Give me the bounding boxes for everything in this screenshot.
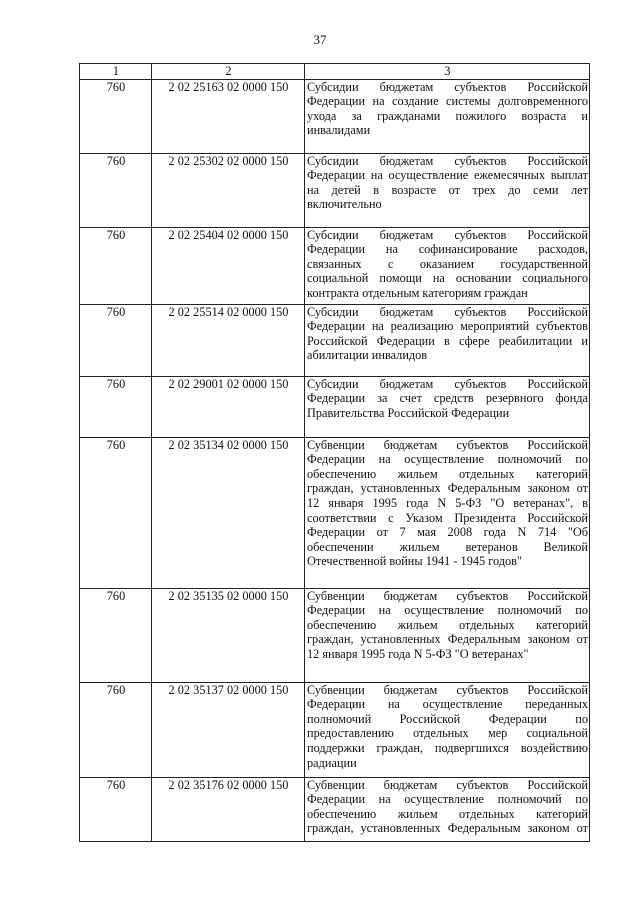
- description-line: полномочий Российской Федерации по: [307, 711, 588, 726]
- description-line: 12 января 1995 года N 5-ФЗ "О ветеранах", в: [307, 495, 588, 510]
- revenue-code-cell: 2 02 29001 02 0000 150: [152, 376, 305, 437]
- description-line: Федерации на осуществление полномочий по: [307, 452, 588, 467]
- description-line: Федерации на осуществление полномочий по: [307, 603, 588, 618]
- description-line: Отечественной войны 1941 - 1945 годов": [307, 554, 522, 569]
- budget-revenue-table: [79, 63, 590, 842]
- description-line: Федерации на софинансирование расходов,: [307, 242, 588, 257]
- description-line: Федерации от 7 мая 2008 года N 714 "Об: [307, 525, 588, 540]
- description-line: обеспечению жильем отдельных категорий: [307, 466, 588, 481]
- page-number: 37: [313, 32, 327, 47]
- description-cell: [305, 304, 590, 376]
- description-line: обеспечению жильем отдельных категорий: [307, 617, 588, 632]
- description-line: соответствии с Указом Президента Российской: [307, 510, 588, 525]
- table-row: [80, 588, 590, 682]
- admin-code-cell: 760: [80, 227, 152, 304]
- revenue-code-cell: 2 02 35176 02 0000 150: [152, 777, 305, 841]
- table-row: [80, 153, 590, 227]
- description-line: предоставлению отдельных мер социальной: [307, 726, 588, 741]
- revenue-code-cell: 2 02 25514 02 0000 150: [152, 304, 305, 376]
- description-line: Субсидии бюджетам субъектов Российской: [307, 227, 588, 242]
- description-line: поддержки граждан, подвергшихся воздействию: [307, 740, 588, 755]
- revenue-code-cell: 2 02 25163 02 0000 150: [152, 79, 305, 153]
- description-line: Субвенции бюджетам субъектов Российской: [307, 777, 588, 792]
- description-line: контракта отдельным категориям граждан: [307, 285, 528, 300]
- description-line: Российской Федерации в сфере реабилитации и: [307, 333, 588, 348]
- description-line: Субвенции бюджетам субъектов Российской: [307, 682, 588, 697]
- table-row: [80, 79, 590, 153]
- admin-code-cell: 760: [80, 153, 152, 227]
- table-header-row: [80, 64, 590, 80]
- admin-code-cell: 760: [80, 588, 152, 682]
- description-line: инвалидами: [307, 123, 371, 138]
- description-line: Федерации на реализацию мероприятий субъектов: [307, 319, 588, 334]
- description-line: радиации: [307, 755, 357, 770]
- table-row: [80, 227, 590, 304]
- description-line: связанных с оказанием государственной: [307, 256, 588, 271]
- description-line: Федерации на осуществление полномочий по: [307, 792, 588, 807]
- revenue-code-cell: 2 02 35134 02 0000 150: [152, 437, 305, 588]
- description-line: Субсидии бюджетам субъектов Российской: [307, 304, 588, 319]
- admin-code-cell: 760: [80, 777, 152, 841]
- description-line: Федерации на осуществление ежемесячных выплат: [307, 168, 588, 183]
- description-cell: [305, 376, 590, 437]
- admin-code-cell: 760: [80, 376, 152, 437]
- description-line: обеспечению жильем отдельных категорий: [307, 806, 588, 821]
- description-line: обеспечении жильем ветеранов Великой: [307, 539, 588, 554]
- description-cell: [305, 682, 590, 777]
- header-col-2: 2: [152, 64, 305, 80]
- description-cell: [305, 79, 590, 153]
- description-line: Федерации на осуществление переданных: [307, 697, 588, 712]
- description-cell: [305, 437, 590, 588]
- header-col-3: 3: [305, 64, 590, 80]
- description-line: Субвенции бюджетам субъектов Российской: [307, 588, 588, 603]
- table-row: [80, 304, 590, 376]
- description-line: включительно: [307, 197, 382, 212]
- revenue-code-cell: 2 02 25302 02 0000 150: [152, 153, 305, 227]
- description-line: граждан, установленных Федеральным законом от: [307, 821, 588, 836]
- admin-code-cell: 760: [80, 304, 152, 376]
- table-row: [80, 437, 590, 588]
- description-cell: [305, 153, 590, 227]
- revenue-code-cell: 2 02 25404 02 0000 150: [152, 227, 305, 304]
- description-line: 12 января 1995 года N 5-ФЗ "О ветеранах": [307, 646, 529, 661]
- description-line: граждан, установленных Федеральным законом от: [307, 481, 588, 496]
- description-line: на детей в возрасте от трех до семи лет: [307, 182, 588, 197]
- table-row: [80, 376, 590, 437]
- description-line: Субсидии бюджетам субъектов Российской: [307, 79, 588, 94]
- description-line: абилитации инвалидов: [307, 348, 428, 363]
- description-line: Субсидии бюджетам субъектов Российской: [307, 376, 588, 391]
- table-row: [80, 682, 590, 777]
- description-cell: [305, 588, 590, 682]
- admin-code-cell: 760: [80, 79, 152, 153]
- description-line: граждан, установленных Федеральным законом от: [307, 632, 588, 647]
- table-row: [80, 777, 590, 841]
- description-line: Правительства Российской Федерации: [307, 405, 510, 420]
- description-line: Субвенции бюджетам субъектов Российской: [307, 437, 588, 452]
- description-line: Федерации на создание системы долговременного: [307, 94, 588, 109]
- table-body: [80, 79, 590, 841]
- description-cell: [305, 227, 590, 304]
- description-line: ухода за гражданами пожилого возраста и: [307, 108, 588, 123]
- revenue-code-cell: 2 02 35137 02 0000 150: [152, 682, 305, 777]
- admin-code-cell: 760: [80, 682, 152, 777]
- admin-code-cell: 760: [80, 437, 152, 588]
- header-col-1: 1: [80, 64, 152, 80]
- description-cell: [305, 777, 590, 841]
- description-line: Субсидии бюджетам субъектов Российской: [307, 153, 588, 168]
- revenue-code-cell: 2 02 35135 02 0000 150: [152, 588, 305, 682]
- description-line: социальной помощи на основании социального: [307, 271, 588, 286]
- description-line: Федерации за счет средств резервного фонда: [307, 391, 588, 406]
